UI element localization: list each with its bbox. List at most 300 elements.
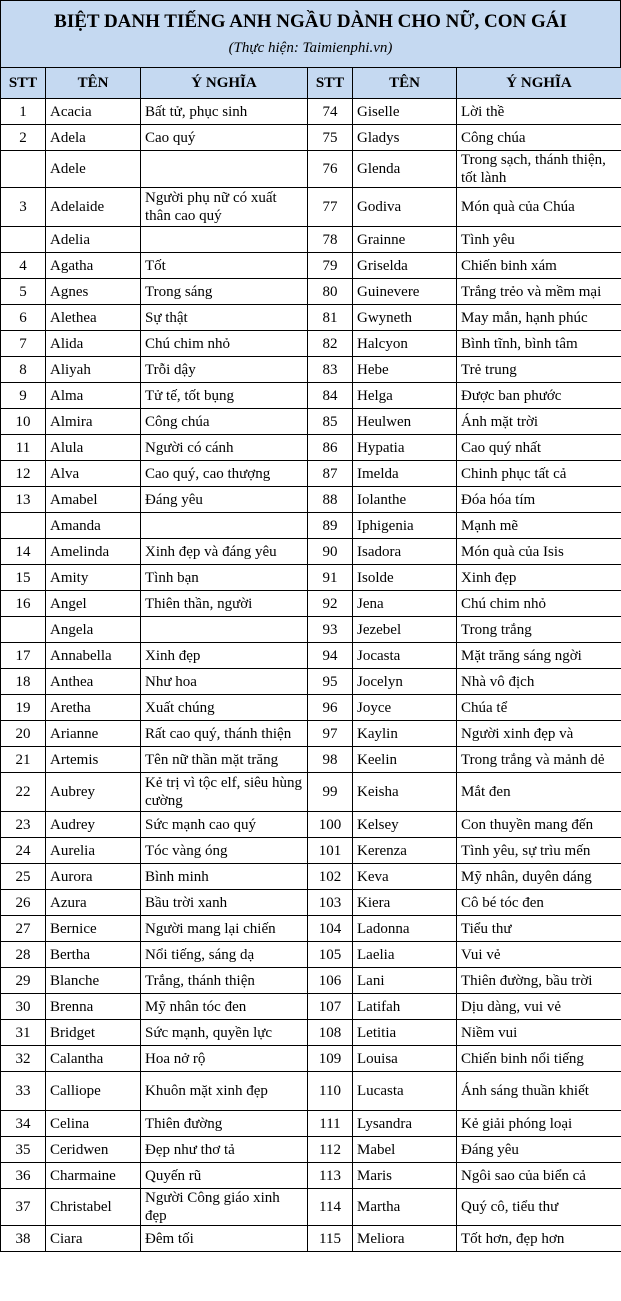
table-row xyxy=(1,1163,621,1189)
stt-cell: 87 xyxy=(308,461,353,487)
name-cell: Jezebel xyxy=(353,617,457,643)
stt-cell: 13 xyxy=(1,487,46,513)
meaning-cell: Chinh phục tất cả xyxy=(457,461,621,487)
meaning-cell xyxy=(141,513,308,539)
stt-cell: 95 xyxy=(308,669,353,695)
meaning-cell: Xinh đẹp xyxy=(457,565,621,591)
stt-cell: 9 xyxy=(1,383,46,409)
table-row xyxy=(1,617,621,643)
meaning-cell: Bầu trời xanh xyxy=(141,890,308,916)
meaning-cell: Trong trắng và mảnh dẻ xyxy=(457,747,621,773)
meaning-cell: Dịu dàng, vui vẻ xyxy=(457,994,621,1020)
meaning-cell: Trắng trẻo và mềm mại xyxy=(457,279,621,305)
name-cell: Annabella xyxy=(46,643,141,669)
name-cell: Keisha xyxy=(353,773,457,812)
name-cell: Adelaide xyxy=(46,188,141,227)
stt-cell: 74 xyxy=(308,99,353,125)
name-cell: Jocasta xyxy=(353,643,457,669)
meaning-cell: Chiến binh xám xyxy=(457,253,621,279)
name-cell: Aretha xyxy=(46,695,141,721)
stt-cell: 89 xyxy=(308,513,353,539)
meaning-cell: Mỹ nhân tóc đen xyxy=(141,994,308,1020)
name-cell: Calantha xyxy=(46,1046,141,1072)
meaning-cell: Bất tử, phục sinh xyxy=(141,99,308,125)
stt-cell: 6 xyxy=(1,305,46,331)
table-row xyxy=(1,747,621,773)
stt-cell: 97 xyxy=(308,721,353,747)
stt-cell: 83 xyxy=(308,357,353,383)
stt-cell: 88 xyxy=(308,487,353,513)
meaning-cell: Mỹ nhân, duyên dáng xyxy=(457,864,621,890)
table-row xyxy=(1,968,621,994)
meaning-cell: Chiến binh nổi tiếng xyxy=(457,1046,621,1072)
meaning-cell: Kẻ trị vì tộc elf, siêu hùng cường xyxy=(141,773,308,812)
stt-cell: 103 xyxy=(308,890,353,916)
table-row xyxy=(1,1111,621,1137)
meaning-cell: Tình yêu xyxy=(457,227,621,253)
name-cell: Kerenza xyxy=(353,838,457,864)
name-cell: Ladonna xyxy=(353,916,457,942)
name-cell: Kelsey xyxy=(353,812,457,838)
name-cell: Jena xyxy=(353,591,457,617)
meaning-cell: Hoa nở rộ xyxy=(141,1046,308,1072)
stt-cell: 86 xyxy=(308,435,353,461)
meaning-cell: Con thuyền mang đến xyxy=(457,812,621,838)
meaning-cell: Đáng yêu xyxy=(141,487,308,513)
stt-cell: 10 xyxy=(1,409,46,435)
stt-cell: 108 xyxy=(308,1020,353,1046)
name-cell: Iphigenia xyxy=(353,513,457,539)
name-cell: Agnes xyxy=(46,279,141,305)
column-header-stt: STT xyxy=(308,68,353,99)
stt-cell: 3 xyxy=(1,188,46,227)
name-cell: Helga xyxy=(353,383,457,409)
meaning-cell: Cao quý, cao thượng xyxy=(141,461,308,487)
stt-cell: 14 xyxy=(1,539,46,565)
name-cell: Gladys xyxy=(353,125,457,151)
name-cell: Jocelyn xyxy=(353,669,457,695)
meaning-cell: Món quà của Chúa xyxy=(457,188,621,227)
name-cell: Amabel xyxy=(46,487,141,513)
table-row xyxy=(1,942,621,968)
table-row xyxy=(1,773,621,812)
name-cell: Griselda xyxy=(353,253,457,279)
meaning-cell: Trỗi dậy xyxy=(141,357,308,383)
meaning-cell: Người mang lại chiến xyxy=(141,916,308,942)
stt-cell: 31 xyxy=(1,1020,46,1046)
meaning-cell: Mặt trăng sáng ngời xyxy=(457,643,621,669)
stt-cell: 110 xyxy=(308,1072,353,1111)
meaning-cell: Chúa tể xyxy=(457,695,621,721)
table-row xyxy=(1,383,621,409)
nickname-table xyxy=(0,67,621,1252)
column-header-stt: STT xyxy=(1,68,46,99)
name-cell: Calliope xyxy=(46,1072,141,1111)
table-row xyxy=(1,916,621,942)
name-cell: Glenda xyxy=(353,151,457,188)
name-cell: Anthea xyxy=(46,669,141,695)
table-row xyxy=(1,1189,621,1226)
name-cell: Maris xyxy=(353,1163,457,1189)
meaning-cell: Nổi tiếng, sáng dạ xyxy=(141,942,308,968)
stt-cell: 23 xyxy=(1,812,46,838)
meaning-cell: Trong sạch, thánh thiện, tốt lành xyxy=(457,151,621,188)
name-cell: Aubrey xyxy=(46,773,141,812)
name-cell: Louisa xyxy=(353,1046,457,1072)
stt-cell: 77 xyxy=(308,188,353,227)
meaning-cell: Người Công giáo xinh đẹp xyxy=(141,1189,308,1226)
page-title: BIỆT DANH TIẾNG ANH NGẦU DÀNH CHO NỮ, CON GÁI xyxy=(54,11,567,32)
meaning-cell: Trắng, thánh thiện xyxy=(141,968,308,994)
stt-cell: 11 xyxy=(1,435,46,461)
table-row xyxy=(1,695,621,721)
stt-cell: 102 xyxy=(308,864,353,890)
stt-cell: 105 xyxy=(308,942,353,968)
stt-cell: 80 xyxy=(308,279,353,305)
meaning-cell: Kẻ giải phóng loại xyxy=(457,1111,621,1137)
meaning-cell: Xinh đẹp xyxy=(141,643,308,669)
table-row xyxy=(1,1046,621,1072)
table-row xyxy=(1,487,621,513)
name-cell: Angela xyxy=(46,617,141,643)
meaning-cell: Chú chim nhỏ xyxy=(457,591,621,617)
stt-cell: 28 xyxy=(1,942,46,968)
stt-cell: 38 xyxy=(1,1226,46,1252)
meaning-cell: Quyến rũ xyxy=(141,1163,308,1189)
stt-cell: 109 xyxy=(308,1046,353,1072)
name-cell: Almira xyxy=(46,409,141,435)
name-cell: Alula xyxy=(46,435,141,461)
stt-cell: 112 xyxy=(308,1137,353,1163)
meaning-cell: Cao quý nhất xyxy=(457,435,621,461)
meaning-cell: Được ban phước xyxy=(457,383,621,409)
meaning-cell: Chú chim nhỏ xyxy=(141,331,308,357)
name-cell: Lysandra xyxy=(353,1111,457,1137)
name-cell: Aurora xyxy=(46,864,141,890)
stt-cell: 98 xyxy=(308,747,353,773)
name-cell: Laelia xyxy=(353,942,457,968)
table-row xyxy=(1,253,621,279)
meaning-cell: Tốt hơn, đẹp hơn xyxy=(457,1226,621,1252)
stt-cell: 106 xyxy=(308,968,353,994)
meaning-cell: Xuất chúng xyxy=(141,695,308,721)
name-cell: Iolanthe xyxy=(353,487,457,513)
name-cell: Aurelia xyxy=(46,838,141,864)
meaning-cell: Niềm vui xyxy=(457,1020,621,1046)
table-row xyxy=(1,279,621,305)
table-row xyxy=(1,409,621,435)
stt-cell: 99 xyxy=(308,773,353,812)
stt-cell: 7 xyxy=(1,331,46,357)
name-cell: Joyce xyxy=(353,695,457,721)
stt-cell: 2 xyxy=(1,125,46,151)
name-cell: Bernice xyxy=(46,916,141,942)
meaning-cell: Thiên thần, người xyxy=(141,591,308,617)
meaning-cell: Cao quý xyxy=(141,125,308,151)
name-cell: Charmaine xyxy=(46,1163,141,1189)
meaning-cell: Sức mạnh, quyền lực xyxy=(141,1020,308,1046)
stt-cell: 18 xyxy=(1,669,46,695)
meaning-cell: Đẹp như thơ tả xyxy=(141,1137,308,1163)
stt-cell: 25 xyxy=(1,864,46,890)
stt-cell: 75 xyxy=(308,125,353,151)
meaning-cell: Trong trắng xyxy=(457,617,621,643)
table-row xyxy=(1,669,621,695)
table-row xyxy=(1,643,621,669)
name-cell: Agatha xyxy=(46,253,141,279)
name-cell: Amity xyxy=(46,565,141,591)
column-header-ten: TÊN xyxy=(353,68,457,99)
name-cell: Imelda xyxy=(353,461,457,487)
stt-cell: 19 xyxy=(1,695,46,721)
stt-cell: 115 xyxy=(308,1226,353,1252)
name-cell: Ceridwen xyxy=(46,1137,141,1163)
stt-cell: 37 xyxy=(1,1189,46,1226)
meaning-cell: Sức mạnh cao quý xyxy=(141,812,308,838)
name-cell: Angel xyxy=(46,591,141,617)
name-cell: Meliora xyxy=(353,1226,457,1252)
meaning-cell: Bình minh xyxy=(141,864,308,890)
stt-cell: 12 xyxy=(1,461,46,487)
table-row xyxy=(1,151,621,188)
meaning-cell: Khuôn mặt xinh đẹp xyxy=(141,1072,308,1111)
name-cell: Azura xyxy=(46,890,141,916)
name-cell: Martha xyxy=(353,1189,457,1226)
meaning-cell: May mắn, hạnh phúc xyxy=(457,305,621,331)
meaning-cell: Thiên đường, bầu trời xyxy=(457,968,621,994)
stt-cell: 22 xyxy=(1,773,46,812)
table-row xyxy=(1,565,621,591)
name-cell: Amelinda xyxy=(46,539,141,565)
meaning-cell: Tóc vàng óng xyxy=(141,838,308,864)
stt-cell: 8 xyxy=(1,357,46,383)
meaning-cell: Ngôi sao của biển cả xyxy=(457,1163,621,1189)
meaning-cell: Lời thề xyxy=(457,99,621,125)
stt-cell: 113 xyxy=(308,1163,353,1189)
name-cell: Isolde xyxy=(353,565,457,591)
name-cell: Mabel xyxy=(353,1137,457,1163)
name-cell: Acacia xyxy=(46,99,141,125)
stt-cell: 16 xyxy=(1,591,46,617)
column-header-ten: TÊN xyxy=(46,68,141,99)
stt-cell: 29 xyxy=(1,968,46,994)
name-cell: Keva xyxy=(353,864,457,890)
meaning-cell xyxy=(141,151,308,188)
stt-cell: 101 xyxy=(308,838,353,864)
stt-cell: 111 xyxy=(308,1111,353,1137)
table-row xyxy=(1,812,621,838)
table-row xyxy=(1,461,621,487)
stt-cell: 27 xyxy=(1,916,46,942)
name-cell: Halcyon xyxy=(353,331,457,357)
meaning-cell: Nhà vô địch xyxy=(457,669,621,695)
meaning-cell: Tình yêu, sự trìu mến xyxy=(457,838,621,864)
name-cell: Alva xyxy=(46,461,141,487)
header-row xyxy=(1,68,621,99)
name-cell: Alma xyxy=(46,383,141,409)
name-cell: Brenna xyxy=(46,994,141,1020)
stt-cell: 91 xyxy=(308,565,353,591)
name-cell: Heulwen xyxy=(353,409,457,435)
name-cell: Amanda xyxy=(46,513,141,539)
stt-cell: 17 xyxy=(1,643,46,669)
meaning-cell: Ánh sáng thuần khiết xyxy=(457,1072,621,1111)
stt-cell: 76 xyxy=(308,151,353,188)
table-row xyxy=(1,125,621,151)
meaning-cell: Mạnh mẽ xyxy=(457,513,621,539)
stt-cell: 26 xyxy=(1,890,46,916)
table-row xyxy=(1,721,621,747)
meaning-cell: Tên nữ thần mặt trăng xyxy=(141,747,308,773)
meaning-cell: Vui vẻ xyxy=(457,942,621,968)
meaning-cell: Ánh mặt trời xyxy=(457,409,621,435)
stt-cell: 32 xyxy=(1,1046,46,1072)
meaning-cell: Sự thật xyxy=(141,305,308,331)
name-cell: Hypatia xyxy=(353,435,457,461)
meaning-cell: Mắt đen xyxy=(457,773,621,812)
stt-cell: 82 xyxy=(308,331,353,357)
meaning-cell: Cô bé tóc đen xyxy=(457,890,621,916)
name-cell: Giselle xyxy=(353,99,457,125)
table-row xyxy=(1,305,621,331)
name-cell: Alethea xyxy=(46,305,141,331)
table-row xyxy=(1,864,621,890)
stt-cell: 35 xyxy=(1,1137,46,1163)
stt-cell: 90 xyxy=(308,539,353,565)
meaning-cell xyxy=(141,617,308,643)
stt-cell xyxy=(1,151,46,188)
stt-cell: 100 xyxy=(308,812,353,838)
name-cell: Celina xyxy=(46,1111,141,1137)
stt-cell: 15 xyxy=(1,565,46,591)
meaning-cell: Xinh đẹp và đáng yêu xyxy=(141,539,308,565)
name-cell: Kiera xyxy=(353,890,457,916)
table-row xyxy=(1,1137,621,1163)
meaning-cell: Đáng yêu xyxy=(457,1137,621,1163)
table-row xyxy=(1,227,621,253)
name-cell: Hebe xyxy=(353,357,457,383)
stt-cell: 107 xyxy=(308,994,353,1020)
name-cell: Godiva xyxy=(353,188,457,227)
meaning-cell: Bình tĩnh, bình tâm xyxy=(457,331,621,357)
name-cell: Aliyah xyxy=(46,357,141,383)
name-cell: Bridget xyxy=(46,1020,141,1046)
stt-cell: 20 xyxy=(1,721,46,747)
name-cell: Ciara xyxy=(46,1226,141,1252)
column-header-y-nghia: Ý NGHĨA xyxy=(141,68,308,99)
meaning-cell: Thiên đường xyxy=(141,1111,308,1137)
name-cell: Gwyneth xyxy=(353,305,457,331)
name-cell: Letitia xyxy=(353,1020,457,1046)
stt-cell: 79 xyxy=(308,253,353,279)
name-cell: Keelin xyxy=(353,747,457,773)
meaning-cell: Tử tế, tốt bụng xyxy=(141,383,308,409)
table-row xyxy=(1,188,621,227)
name-cell: Adelia xyxy=(46,227,141,253)
stt-cell: 30 xyxy=(1,994,46,1020)
table-row xyxy=(1,591,621,617)
meaning-cell: Rất cao quý, thánh thiện xyxy=(141,721,308,747)
meaning-cell: Người phụ nữ có xuất thân cao quý xyxy=(141,188,308,227)
table-row xyxy=(1,331,621,357)
stt-cell: 21 xyxy=(1,747,46,773)
title-banner xyxy=(0,0,621,68)
meaning-cell: Trẻ trung xyxy=(457,357,621,383)
table-row xyxy=(1,539,621,565)
stt-cell: 85 xyxy=(308,409,353,435)
name-cell: Audrey xyxy=(46,812,141,838)
page-subtitle: (Thực hiện: Taimienphi.vn) xyxy=(228,40,393,56)
stt-cell: 36 xyxy=(1,1163,46,1189)
name-cell: Adela xyxy=(46,125,141,151)
stt-cell: 104 xyxy=(308,916,353,942)
meaning-cell: Đêm tối xyxy=(141,1226,308,1252)
stt-cell: 96 xyxy=(308,695,353,721)
meaning-cell: Người có cánh xyxy=(141,435,308,461)
stt-cell xyxy=(1,227,46,253)
table-row xyxy=(1,99,621,125)
table-row xyxy=(1,1020,621,1046)
name-cell: Blanche xyxy=(46,968,141,994)
stt-cell: 81 xyxy=(308,305,353,331)
stt-cell: 34 xyxy=(1,1111,46,1137)
table-row xyxy=(1,890,621,916)
stt-cell: 1 xyxy=(1,99,46,125)
name-cell: Lani xyxy=(353,968,457,994)
stt-cell: 78 xyxy=(308,227,353,253)
stt-cell: 33 xyxy=(1,1072,46,1111)
name-cell: Grainne xyxy=(353,227,457,253)
table-row xyxy=(1,357,621,383)
name-cell: Christabel xyxy=(46,1189,141,1226)
stt-cell: 24 xyxy=(1,838,46,864)
table-row xyxy=(1,1072,621,1111)
name-cell: Arianne xyxy=(46,721,141,747)
stt-cell xyxy=(1,513,46,539)
name-cell: Artemis xyxy=(46,747,141,773)
name-cell: Lucasta xyxy=(353,1072,457,1111)
name-cell: Alida xyxy=(46,331,141,357)
meaning-cell: Công chúa xyxy=(457,125,621,151)
name-cell: Adele xyxy=(46,151,141,188)
stt-cell: 94 xyxy=(308,643,353,669)
table-row xyxy=(1,435,621,461)
table-row xyxy=(1,838,621,864)
meaning-cell: Tiểu thư xyxy=(457,916,621,942)
stt-cell: 4 xyxy=(1,253,46,279)
table-row xyxy=(1,1226,621,1252)
name-cell: Latifah xyxy=(353,994,457,1020)
meaning-cell: Công chúa xyxy=(141,409,308,435)
meaning-cell: Người xinh đẹp và xyxy=(457,721,621,747)
meaning-cell: Tình bạn xyxy=(141,565,308,591)
stt-cell: 114 xyxy=(308,1189,353,1226)
name-cell: Kaylin xyxy=(353,721,457,747)
column-header-y-nghia: Ý NGHĨA xyxy=(457,68,621,99)
meaning-cell: Trong sáng xyxy=(141,279,308,305)
meaning-cell xyxy=(141,227,308,253)
meaning-cell: Tốt xyxy=(141,253,308,279)
meaning-cell: Món quà của Isis xyxy=(457,539,621,565)
name-cell: Bertha xyxy=(46,942,141,968)
stt-cell: 93 xyxy=(308,617,353,643)
meaning-cell: Đóa hóa tím xyxy=(457,487,621,513)
stt-cell: 92 xyxy=(308,591,353,617)
meaning-cell: Như hoa xyxy=(141,669,308,695)
table-row xyxy=(1,994,621,1020)
stt-cell: 5 xyxy=(1,279,46,305)
name-cell: Guinevere xyxy=(353,279,457,305)
